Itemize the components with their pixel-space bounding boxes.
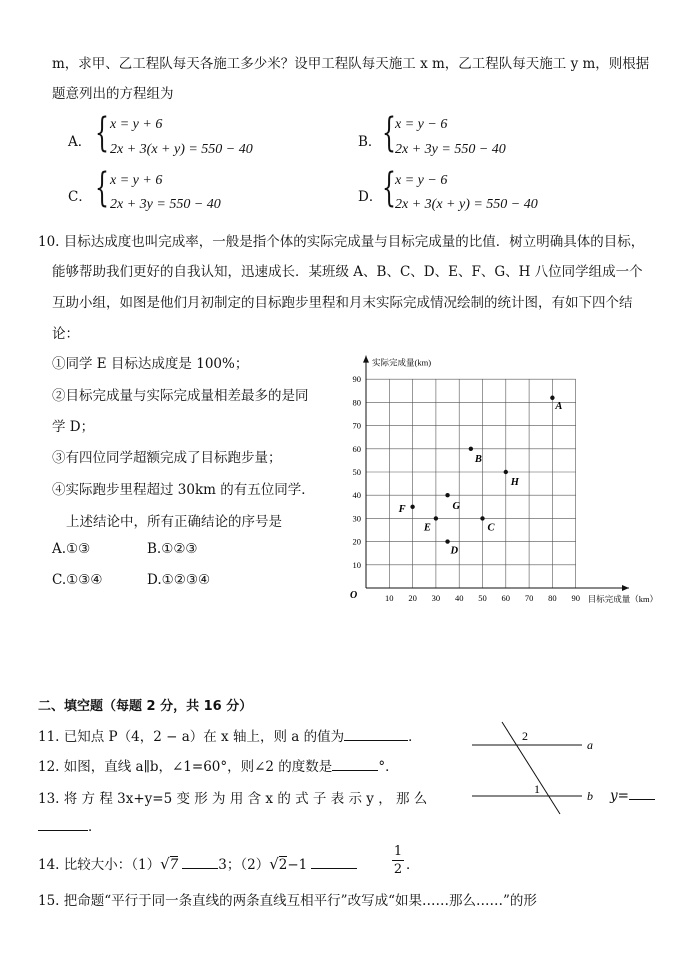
chart-ticks [353,374,580,603]
q14-end: ． [406,857,420,873]
point-F [410,505,414,509]
x-tick-label: 90 [571,593,580,603]
y-tick-label: 20 [352,536,361,547]
q14-minus-one: −1 [287,857,308,873]
y-tick-label: 70 [352,420,361,431]
fraction-one-half [392,843,404,878]
x-tick-label: 40 [454,593,464,603]
q11-text: 11. 已知点 P（4，2 − a）在 x 轴上，则 a 的值为 [38,729,345,745]
q12-end: °． [378,759,399,775]
option-label: D． [358,189,383,205]
scatter-chart [330,348,660,610]
x-tick-label: 30 [431,593,441,603]
y-tick-label: 50 [352,467,361,477]
point-label-A: A [555,400,563,412]
y-tick-label: 40 [352,490,361,501]
conclusion-4: ④实际跑步里程超过 30km 的有五位同学． [52,482,315,498]
y-tick-label: 30 [352,513,361,524]
section-2-title: 二、填空题（每题 2 分，共 16 分） [38,699,253,714]
point-label-B: B [474,453,482,465]
q13-y-label: y= [610,788,629,804]
equation-2: 2x + 3(x + y) = 550 − 40 [110,142,253,157]
angle-2-label: 2 [522,729,528,743]
q9-line-1: m，求甲、乙工程队每天各施工多少米？设甲工程队每天施工 x m，乙工程队每天施工 y m，则根据 [52,56,650,72]
y-tick-label: 80 [352,397,361,408]
point-D [445,539,449,543]
q13-line-2 [38,815,102,835]
q10-option-c: C.①③④ [52,572,103,588]
q10-line-2: 能够帮助我们更好的自我认知，迅速成长．某班级 A、B、C、D、E、F、G、H 八位同学组成一个 [52,264,643,280]
q11-blank[interactable] [344,728,408,741]
brace: { [382,165,396,211]
conclusion-2a: ②目标完成量与实际完成量相差最多的是同 [52,388,309,404]
x-tick-label: 50 [478,593,487,603]
sqrt-sign: √ [160,855,170,873]
equation-2: 2x + 3(x + y) = 550 − 40 [395,197,538,212]
label-b: b [587,789,593,803]
angle-1-label: 1 [534,782,540,796]
equation-1: x = y − 6 [395,173,448,188]
conclusion-1: ①同学 E 目标达成度是 100%； [52,356,249,372]
y-axis-arrow [363,356,369,363]
q10-option-a: A.①③ [52,541,91,557]
q12 [38,755,399,775]
chart-axes [363,356,629,591]
y-tick-label: 90 [352,374,361,385]
q10-prompt: 上述结论中，所有正确结论的序号是 [66,514,282,530]
q11 [38,725,422,745]
q12-blank[interactable] [332,758,378,771]
chart-points [398,396,563,557]
conclusion-2b: 学 D； [52,419,95,435]
y-tick-label: 10 [352,559,361,570]
equation-1: x = y + 6 [110,173,163,188]
q10-line-4: 论： [52,326,79,342]
chart-grid [366,379,576,588]
q13-line-1: 13. 将 方 程 3x+y=5 变 形 为 用 含 x 的 式 子 表 示 y ， 那 么 [38,791,428,807]
equation-1: x = y + 6 [110,117,163,132]
x-tick-label: 70 [524,593,534,603]
point-E [434,516,438,520]
q14-blank-1[interactable] [182,856,218,869]
q15: 15. 把命题“平行于同一条直线的两条直线互相平行”改写成“如果……那么……”的形 [38,893,537,909]
point-G [445,493,449,497]
q13-blank-2[interactable] [38,818,88,831]
transversal [502,722,560,814]
conclusion-3: ③有四位同学超额完成了目标跑步量； [52,450,282,466]
point-label-D: D [450,545,459,557]
equation-1: x = y − 6 [395,117,448,132]
x-tick-label: 10 [385,593,394,603]
q10-option-b: B.①②③ [147,541,198,557]
brace: { [95,165,109,211]
point-label-E: E [423,522,431,534]
q14-text: 14. 比较大小：（1） [38,857,161,873]
equation-2: 2x + 3y = 550 − 40 [395,142,506,157]
x-axis-label: 目标完成量（km） [587,594,659,604]
equation-2: 2x + 3y = 550 − 40 [110,197,221,212]
label-a: a [587,738,593,752]
point-B [469,447,473,451]
point-label-G: G [452,501,461,513]
y-tick-label: 60 [352,443,361,454]
point-A [550,396,554,400]
point-label-C: C [487,522,495,534]
q14 [38,853,357,873]
q10-option-d: D.①②③④ [147,572,211,588]
sqrt-7-radicand: 7 [169,857,179,873]
option-label: B． [358,134,382,150]
option-label: C． [68,189,92,205]
point-C [480,516,484,520]
point-label-H: H [510,477,519,488]
q12-text: 12. 如图，直线 a∥b，∠1=60°，则∠2 的度数是 [38,759,333,775]
q13-end: ． [88,819,102,835]
q14-blank-2[interactable] [311,856,357,869]
point-H [504,470,508,474]
fraction-numerator: 1 [393,844,403,859]
q10-line-3: 互助小组，如图是他们月初制定的目标跑步里程和月末实际完成情况绘制的统计图，有如下四个结 [52,295,633,311]
x-tick-label: 60 [501,593,511,603]
y-axis-label: 实际完成量(km) [372,357,432,368]
parallel-lines-figure [462,718,632,818]
fraction-denominator: 2 [393,862,403,877]
x-tick-label: 80 [548,593,557,603]
sqrt-sign: √ [269,855,279,873]
option-label: A． [68,134,92,150]
brace: { [382,110,396,156]
q14-mid: 3；（2） [218,857,270,873]
x-tick-label: 20 [408,593,417,603]
q11-end: ． [408,729,422,745]
q9-line-2: 题意列出的方程组为 [52,86,174,102]
sqrt-2-radicand: 2 [278,857,288,873]
brace: { [95,110,109,156]
origin-label: O [350,590,358,601]
x-axis-arrow [622,585,629,591]
point-label-F: F [398,503,406,515]
q13-blank-1[interactable] [629,787,655,800]
q10-line-1: 10. 目标达成度也叫完成率，一般是指个体的实际完成量与目标完成量的比值．树立明确具体的目标， [38,234,645,250]
